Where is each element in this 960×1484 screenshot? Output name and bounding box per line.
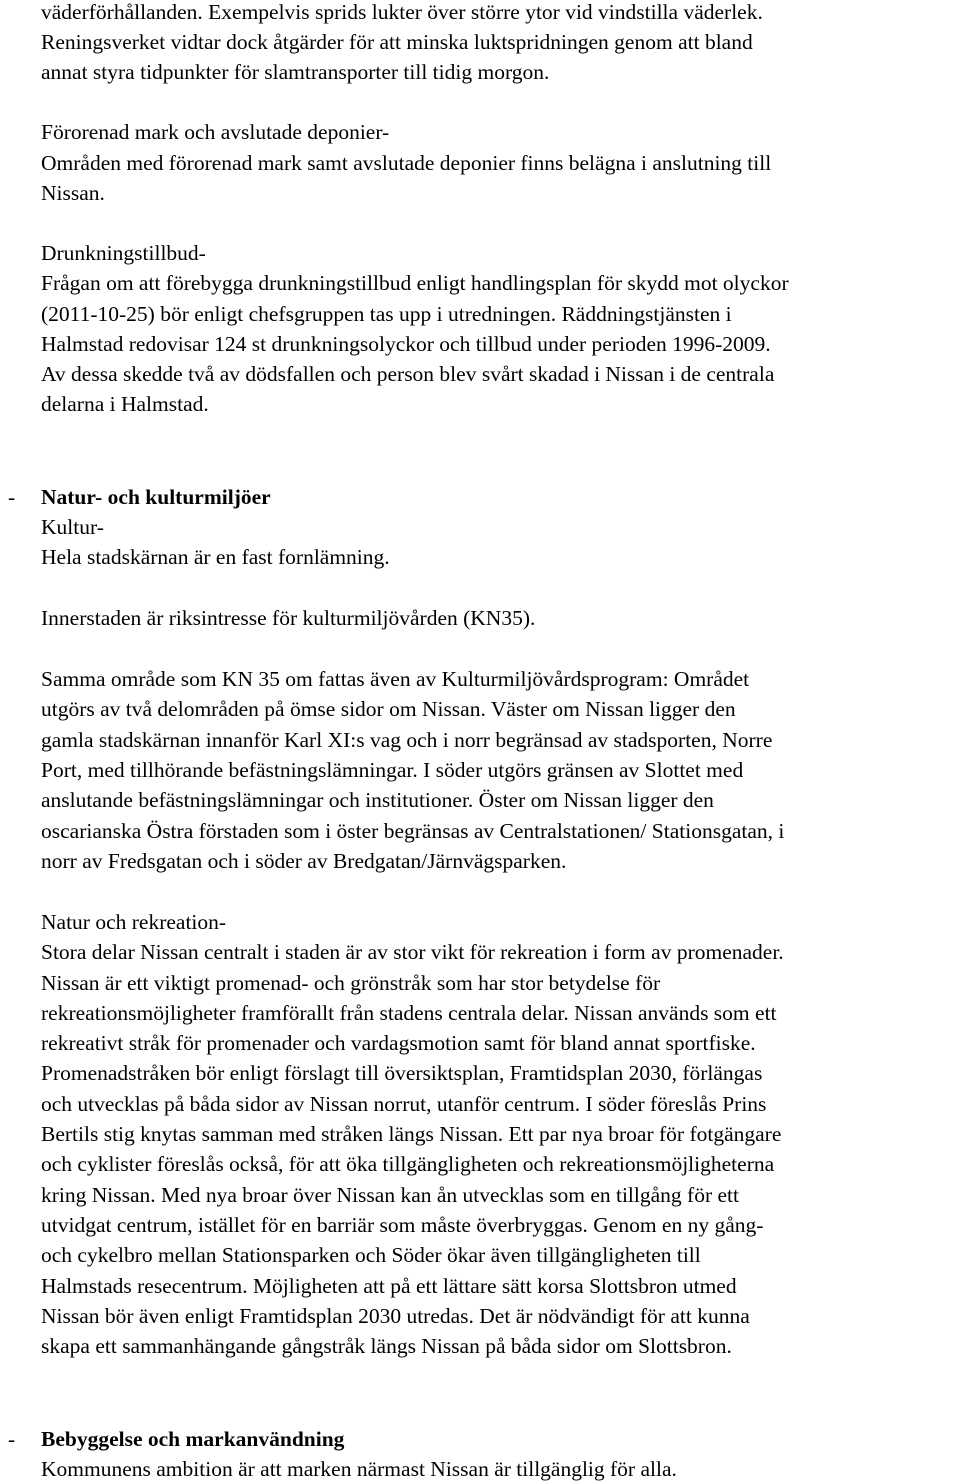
bullet-dash: - — [8, 485, 16, 509]
subheading-natur-rekreation: Natur och rekreation- — [41, 910, 227, 934]
text-line: och cykelbro mellan Stationsparken och Söder ökar även tillgängligheten till — [41, 1243, 701, 1267]
text-line: Innerstaden är riksintresse för kulturmiljövården (KN35). — [41, 606, 536, 630]
text-line: rekreativt stråk för promenader och vardagsmotion samt för bland annat sportfiske. — [41, 1031, 756, 1055]
text-line: Port, med tillhörande befästningslämningar. I söder utgörs gränsen av Slottet med — [41, 758, 744, 782]
text-line: Stora delar Nissan centralt i staden är av stor vikt för rekreation i form av promenader. — [41, 940, 784, 964]
text-line: Kommunens ambition är att marken närmast Nissan är tillgänglig för alla. — [41, 1457, 677, 1481]
text-line: Områden med förorenad mark samt avslutade deponier finns belägna i anslutning till — [41, 151, 772, 175]
subheading-fororenad-mark: Förorenad mark och avslutade deponier- — [41, 120, 390, 144]
section-heading-bebyggelse: Bebyggelse och markanvändning — [41, 1427, 345, 1451]
text-line: norr av Fredsgatan och i söder av Bredgatan/Järnvägsparken. — [41, 849, 567, 873]
text-line: delarna i Halmstad. — [41, 392, 209, 416]
text-line: Samma område som KN 35 om fattas även av Kulturmiljövårdsprogram: Området — [41, 667, 750, 691]
text-line: (2011-10-25) bör enligt chefsgruppen tas upp i utredningen. Räddningstjänsten i — [41, 302, 732, 326]
text-line: och cyklister föreslås också, för att öka tillgängligheten och rekreationsmöjligheterna — [41, 1152, 775, 1176]
text-line: annat styra tidpunkter för slamtransporter till tidig morgon. — [41, 60, 550, 84]
text-line: Nissan bör även enligt Framtidsplan 2030 utredas. Det är nödvändigt för att kunna — [41, 1304, 750, 1328]
text-line: gamla stadskärnan innanför Karl XI:s vag och i norr begränsad av stadsporten, Norre — [41, 728, 773, 752]
text-line: Halmstads resecentrum. Möjligheten att på ett lättare sätt korsa Slottsbron utmed — [41, 1274, 737, 1298]
subheading-drunkningstillbud: Drunkningstillbud- — [41, 241, 206, 265]
text-line: Halmstad redovisar 124 st drunkningsolyckor och tillbud under perioden 1996-2009. — [41, 332, 771, 356]
text-line: och utvecklas på båda sidor av Nissan norrut, utanför centrum. I söder föreslås Prins — [41, 1092, 767, 1116]
text-line: Bertils stig knytas samman med stråken längs Nissan. Ett par nya broar för fotgängare — [41, 1122, 782, 1146]
subheading-kultur: Kultur- — [41, 515, 104, 539]
text-line: anslutande befästningslämningar och institutioner. Öster om Nissan ligger den — [41, 788, 714, 812]
text-line: Frågan om att förebygga drunkningstillbud enligt handlingsplan för skydd mot olyckor — [41, 271, 789, 295]
text-line: Hela stadskärnan är en fast fornlämning. — [41, 545, 390, 569]
text-line: utvidgat centrum, istället för en barriär som måste överbryggas. Genom en ny gång- — [41, 1213, 764, 1237]
text-line: väderförhållanden. Exempelvis sprids lukter över större ytor vid vindstilla väderlek. — [41, 0, 763, 24]
text-line: kring Nissan. Med nya broar över Nissan kan ån utvecklas som en tillgång för ett — [41, 1183, 739, 1207]
text-line: skapa ett sammanhängande gångstråk längs Nissan på båda sidor om Slottsbron. — [41, 1334, 732, 1358]
text-line: rekreationsmöjligheter framförallt från stadens centrala delar. Nissan används som ett — [41, 1001, 777, 1025]
text-line: utgörs av två delområden på ömse sidor om Nissan. Väster om Nissan ligger den — [41, 697, 736, 721]
text-line: Reningsverket vidtar dock åtgärder för att minska luktspridningen genom att bland — [41, 30, 753, 54]
text-line: oscarianska Östra förstaden som i öster begränsas av Centralstationen/ Stationsgatan, i — [41, 819, 785, 843]
bullet-dash: - — [8, 1427, 16, 1451]
section-heading-natur-kultur: Natur- och kulturmiljöer — [41, 485, 271, 509]
text-line: Nissan. — [41, 181, 105, 205]
text-line: Av dessa skedde två av dödsfallen och person blev svårt skadad i Nissan i de centrala — [41, 362, 775, 386]
text-line: Nissan är ett viktigt promenad- och grönstråk som har stor betydelse för — [41, 971, 661, 995]
text-line: Promenadstråken bör enligt förslagt till översiktsplan, Framtidsplan 2030, förlängas — [41, 1061, 763, 1085]
